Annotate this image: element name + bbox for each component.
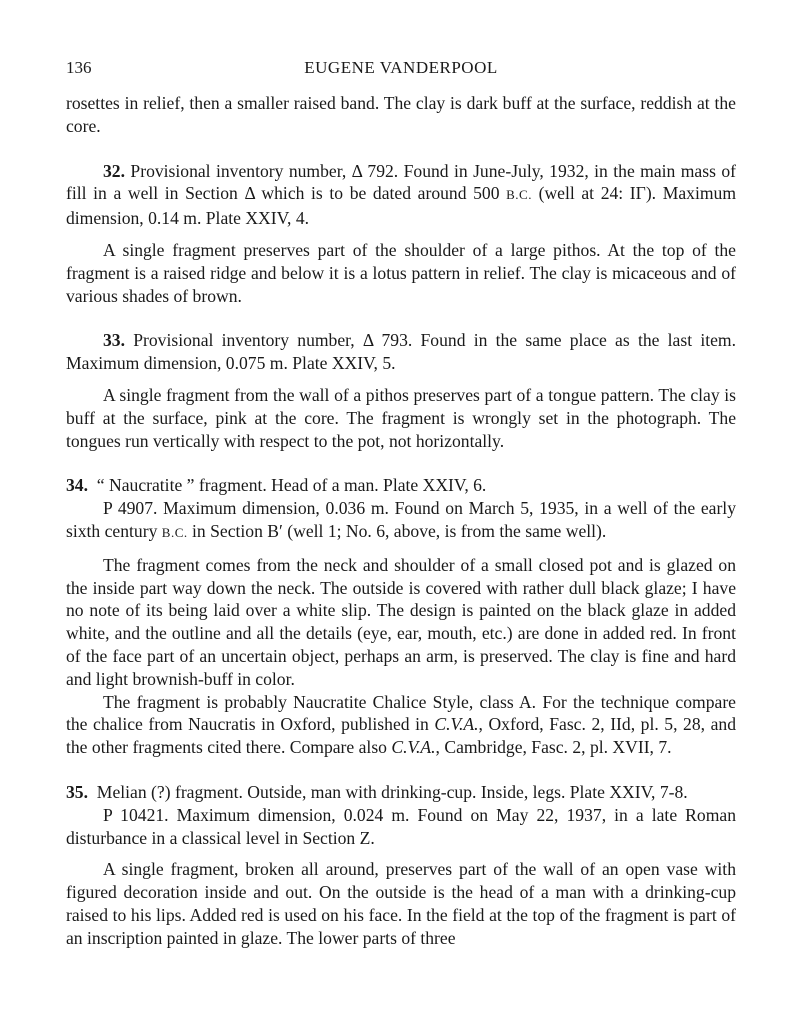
- entry-35-inventory: P 10421. Maximum dimension, 0.024 m. Found on May 22, 1937, in a late Roman disturbance in a classical level in Section Ζ.: [66, 804, 736, 848]
- entry-35-heading: 35. Melian (?) fragment. Outside, man with drinking-cup. Inside, legs. Plate XXIV, 7-8.: [66, 781, 688, 802]
- entry-32-heading: 32. Provisional inventory number, Δ 792. Found in June-July, 1932, in the main mass of fill in a well in Section Δ which is to be dated around 500 B.C. (well at 24: ΙΓ). Maximum dimension, 0.14 m. Plate XXIV, 4.: [66, 160, 737, 229]
- running-author: EUGENE VANDERPOOL: [304, 58, 498, 77]
- intro-paragraph: rosettes in relief, then a smaller raised band. The clay is dark buff at the surface, reddish at the core.: [66, 93, 736, 136]
- entry-number: 34.: [66, 475, 88, 496]
- entry-34-description: The fragment comes from the neck and shoulder of a small closed pot and is glazed on the inside part way down the neck. The outside is covered with rather dull black glaze; I have no note of its being laid over a white slip. The design is painted on the black glaze in added white, and the outline and all the details (eye, ear, mouth, etc.) are done in added red. In front of the face part of an uncertain object, perhaps an arm, is preserved. The clay is fine and hard and light brownish-buff in color.: [66, 554, 736, 689]
- entry-34-inventory: P 4907. Maximum dimension, 0.036 m. Found on March 5, 1935, in a well of the early sixth century B.C. in Section Β′ (well 1; No. 6, above, is from the same well).: [66, 498, 736, 541]
- entry-32-description: A single fragment preserves part of the shoulder of a large pithos. At the top of the fragment is a raised ridge and below it is a lotus pattern in relief. The clay is micaceous and of various shades of brown.: [66, 239, 736, 306]
- entry-33-heading: 33. Provisional inventory number, Δ 793. Found in the same place as the last item. Maximum dimension, 0.075 m. Plate XXIV, 5.: [66, 330, 736, 374]
- entry-number: 35.: [66, 781, 88, 802]
- entry-33-description: A single fragment from the wall of a pithos preserves part of a tongue pattern. The clay is buff at the surface, pink at the core. The fragment is wrongly set in the photograph. The tongues run vertically with respect to the pot, not horizontally.: [66, 384, 736, 451]
- entry-35-description: A single fragment, broken all around, preserves part of the wall of an open vase with figured decoration inside and out. On the outside is the head of a man with a drinking-cup raised to his lips. Added red is used on his face. In the field at the top of the fragment is part of an inscription painted in glaze. The lower parts of three: [66, 859, 736, 948]
- entry-34-heading: 34. “ Naucratite ” fragment. Head of a man. Plate XXIV, 6.: [66, 475, 487, 496]
- entry-34-comparison: The fragment is probably Naucratite Chalice Style, class A. For the technique compare the chalice from Naucratis in Oxford, published in C.V.A., Oxford, Fasc. 2, IId, pl. 5, 28, and the other fragments cited there. Compare also C.V.A., Cambridge, Fasc. 2, pl. XVII, 7.: [66, 691, 736, 758]
- page-body: [66, 92, 736, 950]
- entry-number: 33.: [103, 330, 125, 351]
- entry-number: 32.: [103, 160, 125, 181]
- running-header: [66, 58, 736, 80]
- page-number: 136: [66, 58, 92, 77]
